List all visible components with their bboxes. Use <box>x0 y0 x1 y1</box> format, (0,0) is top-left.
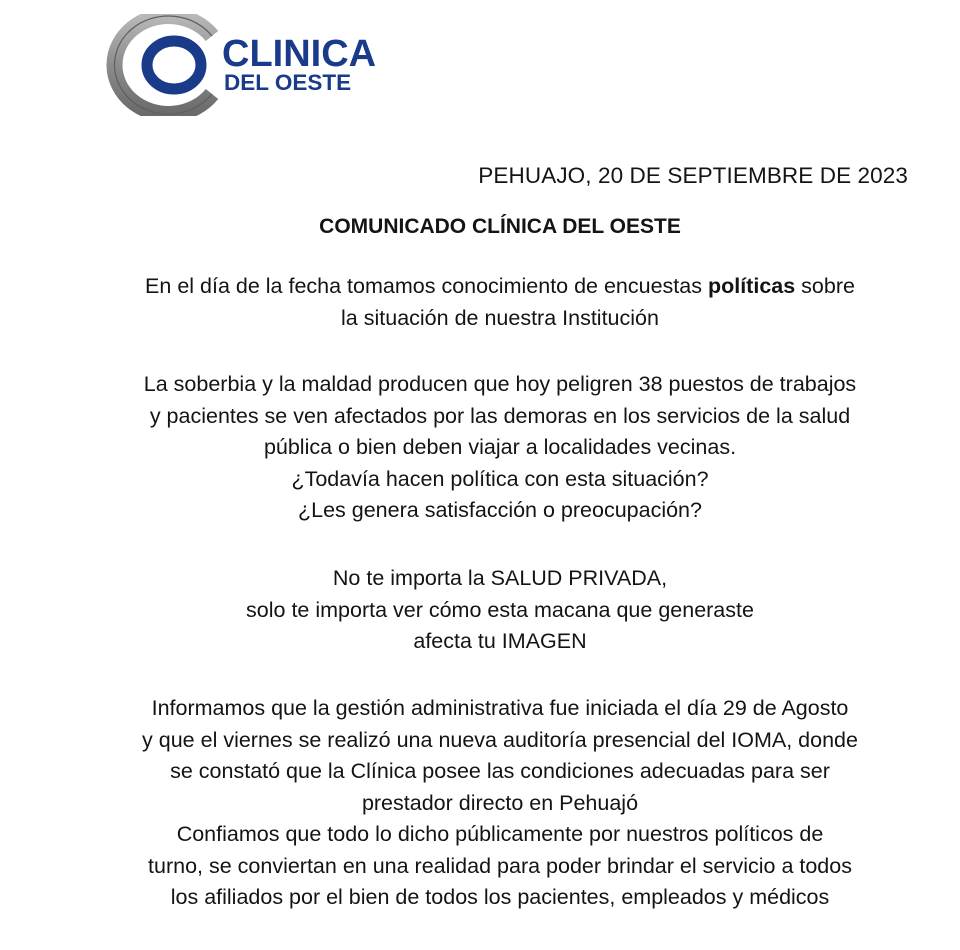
paragraph-4 <box>40 693 960 914</box>
document-title: COMUNICADO CLÍNICA DEL OESTE <box>319 215 681 238</box>
logo-line1: CLINICA <box>222 33 377 75</box>
paragraph-1 <box>40 271 960 334</box>
paragraph-3-line: afecta tu IMAGEN <box>413 629 587 653</box>
paragraph-1-line-1 <box>40 271 960 303</box>
paragraph-2-line: pública o bien deben viajar a localidades vecinas. <box>263 435 737 459</box>
paragraph-2-line: ¿Les genera satisfacción o preocupación? <box>298 498 702 522</box>
paragraph-2-line: ¿Todavía hacen política con esta situación? <box>291 466 709 491</box>
bold-word-politicas: políticas <box>707 274 796 298</box>
document-date: PEHUAJO, 20 DE SEPTIEMBRE DE 2023 <box>478 163 908 188</box>
paragraph-4-line: prestador directo en Pehuajó <box>361 790 639 815</box>
paragraph-1-line-2: la situación de nuestra Institución <box>341 305 659 330</box>
paragraph-3 <box>40 563 960 658</box>
paragraph-4-line: y que el viernes se realizó una nueva auditoría presencial del IOMA, donde <box>142 727 858 752</box>
clinica-del-oeste-logo <box>104 14 424 116</box>
paragraph-4-line: Confiamos que todo lo dicho públicamente por nuestros políticos de <box>176 822 824 846</box>
text-span: En el día de la fecha tomamos conocimiento de encuestas <box>145 274 708 298</box>
paragraph-2 <box>40 369 960 527</box>
text-span: sobre <box>795 274 855 298</box>
paragraph-4-line: Informamos que la gestión administrativa fue iniciada el día 29 de Agosto <box>151 696 849 720</box>
paragraph-4-line: se constató que la Clínica posee las condiciones adecuadas para ser <box>170 759 830 783</box>
paragraph-2-line: La soberbia y la maldad producen que hoy peligren 38 puestos de trabajos <box>143 372 857 396</box>
paragraph-3-line: No te importa la SALUD PRIVADA, <box>332 566 668 590</box>
paragraph-2-line: y pacientes se ven afectados por las demoras en los servicios de la salud <box>149 403 851 428</box>
paragraph-4-line: turno, se conviertan en una realidad para poder brindar el servicio a todos <box>148 853 852 878</box>
paragraph-3-line: solo te importa ver cómo esta macana que generaste <box>246 597 754 622</box>
logo-emblem-icon <box>104 14 424 116</box>
paragraph-4-line: los afiliados por el bien de todos los pacientes, empleados y médicos <box>170 885 830 909</box>
logo-line2: DEL OESTE <box>224 70 352 95</box>
